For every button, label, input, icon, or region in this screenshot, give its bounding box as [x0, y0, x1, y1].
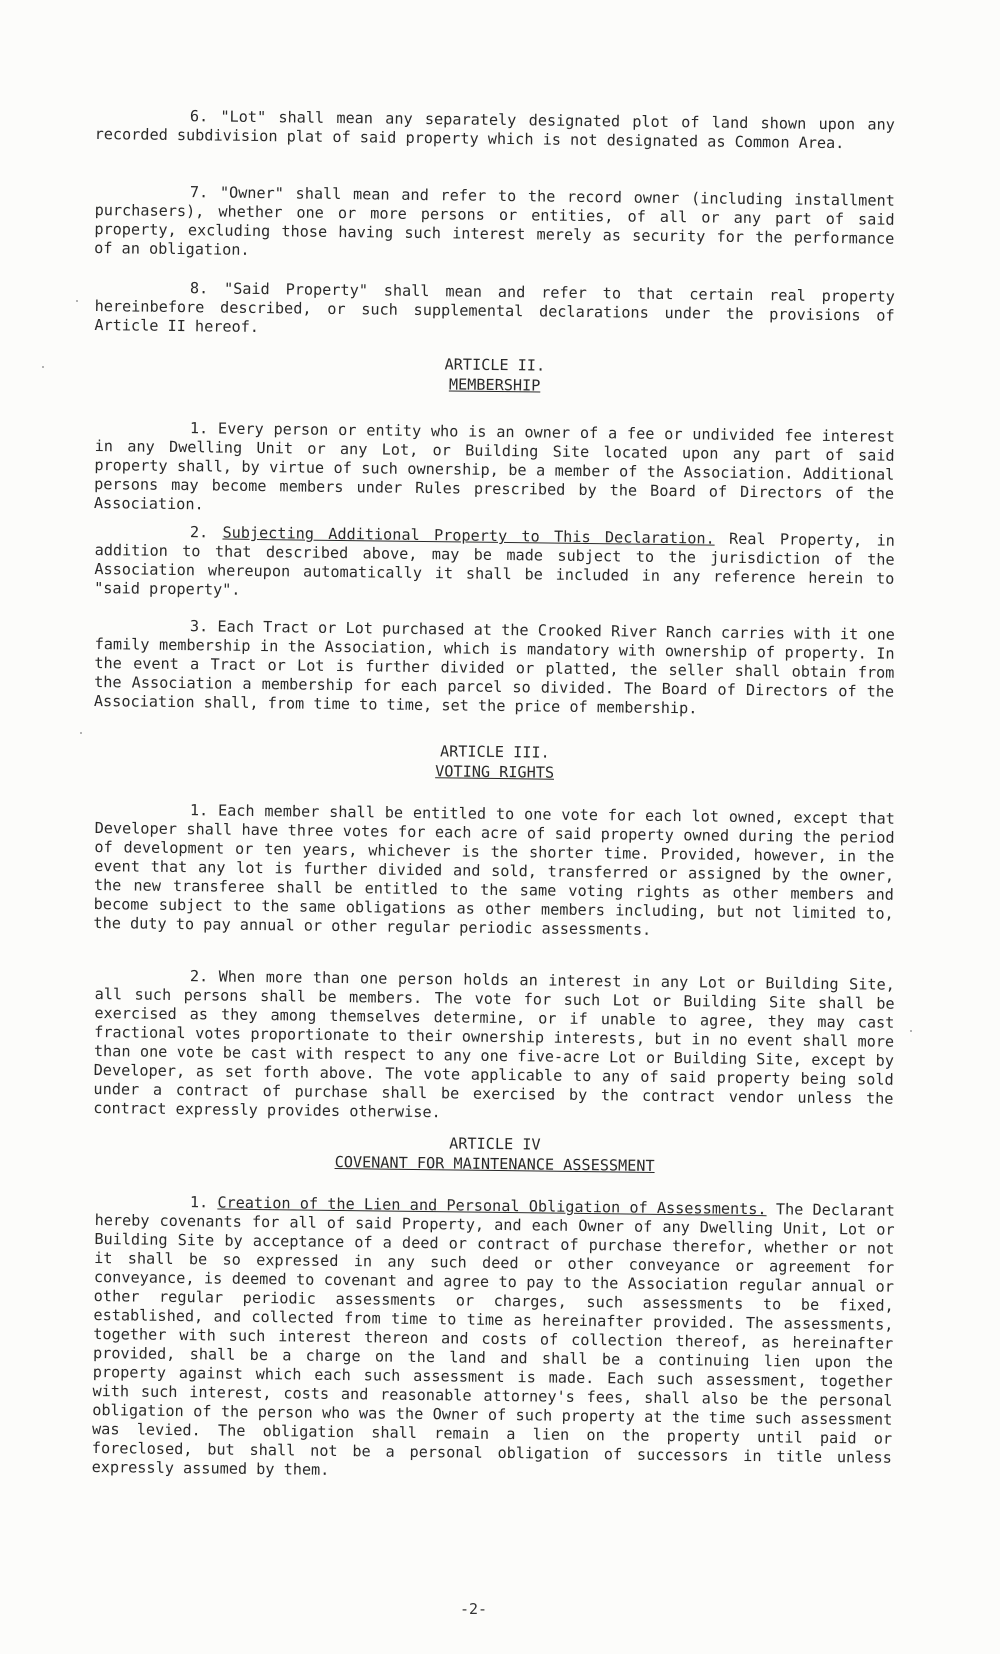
- article-2-section-2: [94, 522, 895, 608]
- section-number: 2.: [189, 523, 209, 542]
- article-3-number: ARTICLE III.: [439, 742, 550, 762]
- article-4-heading: [95, 1129, 895, 1179]
- article-2-heading: [95, 350, 895, 400]
- section-title: Subjecting Additional Property to This Declaration.: [222, 523, 715, 548]
- article-2-title: MEMBERSHIP: [448, 375, 541, 395]
- definition-8: 8. "Said Property" shall mean and refer to that certain real property hereinbefore described, or such supplemental declarations under the provisions of Article II hereof.: [94, 279, 895, 337]
- article-2-section-1: 1. Every person or entity who is an owner of a fee or undivided fee interest in any Dwelling Unit or any Lot, or Building Site located upon any part of said property shall, by virtue of such ownership, be a member of the Association. Additional persons may become members under Rules prescribed by the Board of Directors of the Association.: [93, 419, 895, 514]
- section-body: Real Property, in addition to that described above, may be made subject to the jurisdiction of the Association whereupon automatically it shall be included in any reference herein to "said property".: [94, 529, 895, 599]
- scan-speck: [910, 1030, 912, 1032]
- page-number: -2-: [460, 1600, 488, 1618]
- article-4-number: ARTICLE IV: [449, 1134, 541, 1154]
- definition-6: 6. "Lot" shall mean any separately designated plot of land shown upon any recorded subdivision plat of said property which is not designated as Common Area.: [94, 107, 895, 153]
- article-3-section-2: 2. When more than one person holds an interest in any Lot or Building Site, all such persons shall be members. The vote for such Lot or Building Site shall be exercised as they among themselves determine, or if unable to agree, they may cast fractional votes proportionate to their ownership interests, but in no event shall more than one vote be cast with respect to any one five-acre Lot or Building Site, except by Developer, as set forth above. The vote applicable to any of said property being sold under a contract of purchase shall be exercised by the contract vendor unless the contract expressly provides otherwise.: [93, 967, 895, 1122]
- scan-speck: [42, 366, 44, 368]
- article-3-heading: [95, 737, 895, 787]
- section-title: Creation of the Lien and Personal Obligation of Assessments.: [217, 1193, 767, 1219]
- article-4-title: COVENANT FOR MAINTENANCE ASSESSMENT: [334, 1153, 655, 1175]
- scan-speck: [80, 732, 82, 734]
- definition-7: 7. "Owner" shall mean and refer to the record owner (including installment purchasers), whether one or more persons or entities, of all or any part of said property, excluding those having such interest merely as security for the performance of an obligation.: [94, 183, 895, 259]
- section-number: 1.: [189, 1193, 209, 1212]
- section-body: The Declarant hereby covenants for all of said Property, and each Owner of any Dwelling Unit, Lot or Building Site by acceptance of a deed or contract of purchase therefor, whether or not it shall be so expressed in any such deed or other conveyance or agreement for conveyance, is deemed to covenant and agree to pay to the Association regular annual or other regular periodic assessments or charges, such assessments to be fixed, established, and collected from time to time as hereinafter provided. The assessments, together with such interest thereon and costs of collection thereof, as hereinafter provided, shall be a charge on the land and shall be a continuing lien upon the property against which each such assessment is made. Each such assessment, together with such interest, costs and reasonable attorney's fees, shall also be the personal obligation of the person who was the Owner of such property at the time such assessment was levied. The obligation shall remain a lien on the property until paid or foreclosed, but shall not be a personal obligation of successors in title unless expressly assumed by them.: [91, 1200, 895, 1479]
- article-3-section-1: 1. Each member shall be entitled to one vote for each lot owned, except that Developer shall have three votes for each acre of said property owned during the period of development or ten years, whichever is the shorter time. Provided, however, in the event that any lot is further divided and sold, transferred or assigned by the owner, the new transferee shall be entitled to the same voting rights as other members and become subject to the same obligations as other members including, but not limited to, the duty to pay annual or other regular periodic assessments.: [93, 801, 895, 939]
- article-3-title: VOTING RIGHTS: [435, 762, 555, 782]
- article-4-section-1: [92, 1192, 895, 1487]
- article-2-number: ARTICLE II.: [444, 355, 546, 375]
- scan-speck: [76, 300, 78, 302]
- article-2-section-3: 3. Each Tract or Lot purchased at the Crooked River Ranch carries with it one family membership in the Association, which is mandatory with ownership of property. In the event a Tract or Lot is further divided or platted, the seller shall obtain from the Association a membership for each parcel so divided. The Board of Directors of the Association shall, from time to time, set the price of membership.: [93, 617, 895, 718]
